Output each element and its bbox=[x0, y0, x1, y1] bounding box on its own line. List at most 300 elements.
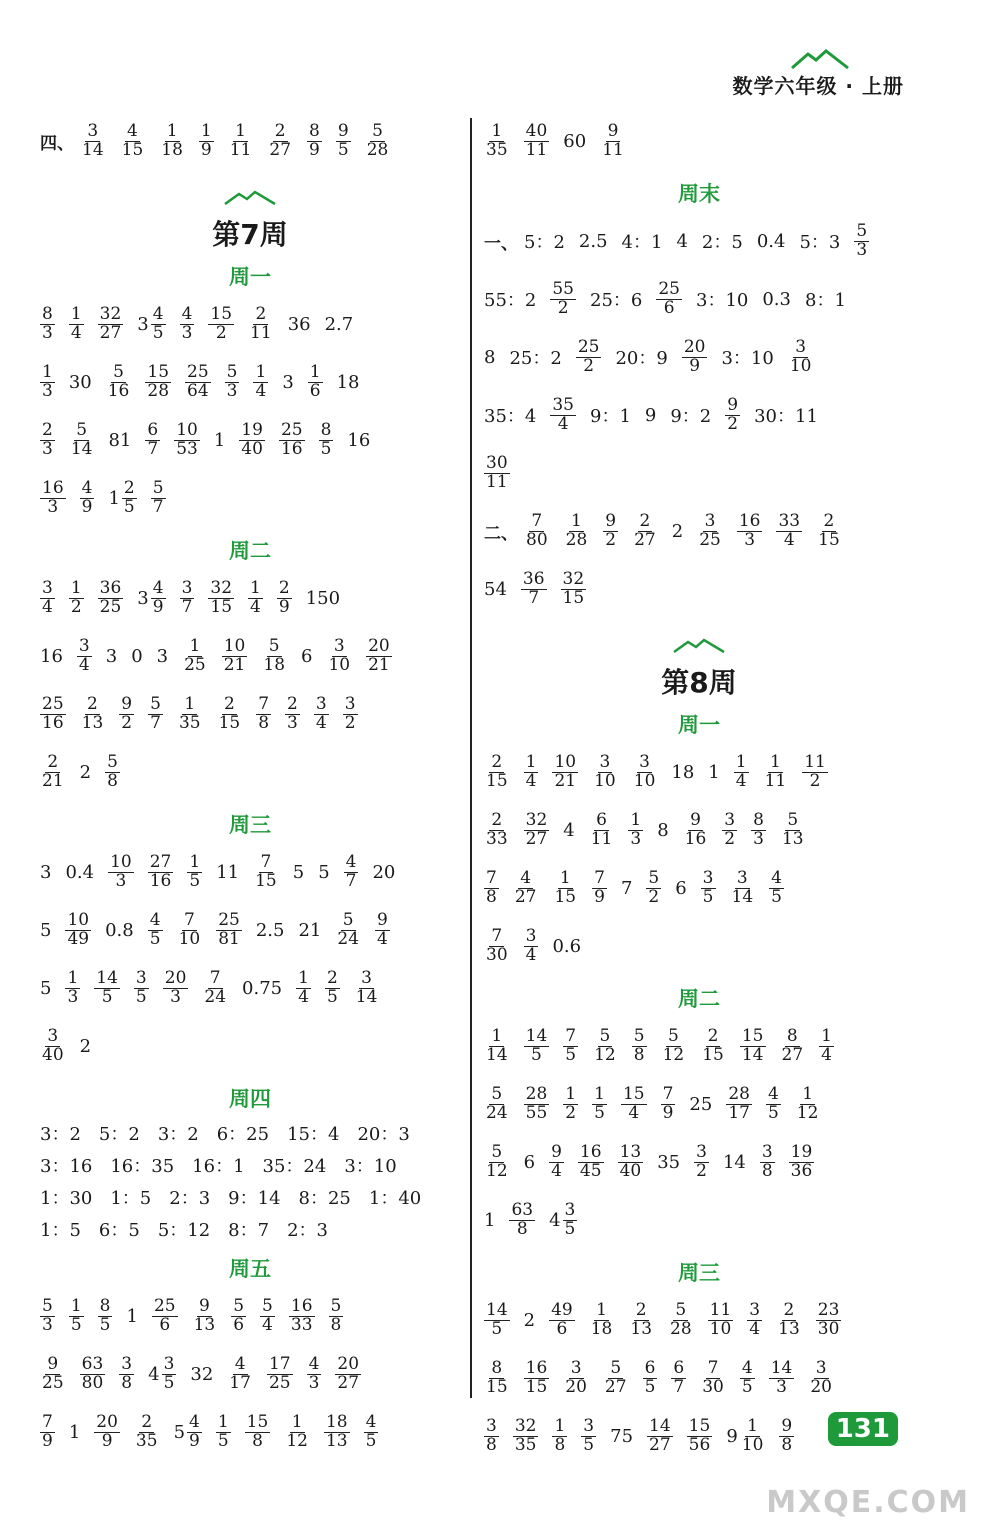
denominator: 3 bbox=[226, 380, 238, 401]
answer-value: 21 bbox=[298, 919, 322, 941]
answer-ratio: 20：3 bbox=[357, 1124, 410, 1145]
numerator: 2 bbox=[491, 809, 503, 830]
denominator: 5 bbox=[326, 986, 338, 1007]
answer-ratio: 15：4 bbox=[287, 1124, 340, 1145]
denominator: 56 bbox=[688, 1434, 711, 1455]
answer-fraction bbox=[795, 1083, 821, 1123]
answer-value: 18 bbox=[336, 371, 360, 393]
answer-ratio: 16：1 bbox=[192, 1156, 245, 1177]
denominator: 16 bbox=[107, 380, 130, 401]
day-heading: 周末 bbox=[678, 182, 720, 206]
answer-fraction bbox=[98, 1295, 113, 1335]
answer-fraction bbox=[564, 510, 590, 550]
numerator: 3 bbox=[696, 1141, 707, 1162]
answer-fraction bbox=[484, 1083, 510, 1123]
denominator: 2 bbox=[696, 1160, 707, 1181]
denominator: 8 bbox=[486, 1434, 497, 1455]
numerator: 55 bbox=[552, 278, 574, 299]
numerator: 3 bbox=[42, 577, 53, 598]
denominator: 8 bbox=[330, 1314, 342, 1335]
fraction bbox=[187, 1411, 202, 1451]
ratio-row bbox=[40, 1181, 460, 1213]
denominator: 5 bbox=[99, 1314, 111, 1335]
denominator: 2 bbox=[215, 322, 227, 343]
answer-row bbox=[484, 502, 914, 560]
answer-row bbox=[484, 859, 914, 917]
denominator: 12 bbox=[594, 1044, 616, 1065]
denominator: 15 bbox=[218, 712, 241, 733]
numerator: 9 bbox=[607, 120, 619, 141]
numerator: 4 bbox=[308, 1353, 320, 1374]
answer-fraction bbox=[549, 1141, 564, 1181]
denominator: 5 bbox=[320, 438, 332, 459]
denominator: 5 bbox=[741, 1376, 753, 1397]
denominator: 80 bbox=[81, 1372, 104, 1393]
answer-fraction bbox=[524, 120, 550, 160]
answer-fraction bbox=[296, 967, 311, 1007]
denominator: 4 bbox=[628, 1102, 640, 1123]
numerator: 63 bbox=[511, 1199, 534, 1220]
denominator: 7 bbox=[150, 712, 161, 733]
denominator: 4 bbox=[525, 770, 537, 791]
answer-value: 16 bbox=[347, 429, 371, 451]
answer-fraction bbox=[98, 303, 124, 343]
answer-fraction bbox=[484, 1141, 510, 1181]
answer-value: 1 bbox=[708, 761, 720, 783]
denominator: 35 bbox=[486, 139, 508, 160]
denominator: 6 bbox=[556, 1318, 568, 1339]
denominator: 4 bbox=[735, 770, 747, 791]
answer-value: 25：6 bbox=[590, 290, 643, 311]
answer-fraction bbox=[589, 1299, 615, 1339]
denominator: 2 bbox=[583, 355, 595, 376]
numerator: 15 bbox=[622, 1083, 645, 1104]
numerator: 3 bbox=[163, 1353, 175, 1374]
denominator: 13 bbox=[778, 1318, 800, 1339]
answer-value: 2.7 bbox=[324, 313, 354, 335]
answer-row bbox=[40, 295, 460, 353]
numerator: 1 bbox=[250, 577, 261, 598]
ratio-row bbox=[40, 1117, 460, 1149]
answer-fraction bbox=[816, 1299, 842, 1339]
denominator: 7 bbox=[152, 496, 164, 517]
numerator: 23 bbox=[817, 1299, 840, 1320]
answer-ratio: 5：2 bbox=[98, 1124, 140, 1145]
answer-fraction bbox=[80, 693, 106, 733]
answer-row bbox=[484, 1291, 914, 1349]
answer-value: 8：1 bbox=[805, 290, 846, 311]
ratio-row bbox=[40, 1149, 460, 1181]
denominator: 5 bbox=[702, 886, 714, 907]
numerator: 1 bbox=[735, 751, 747, 772]
numerator: 3 bbox=[639, 751, 650, 772]
answer-fraction bbox=[632, 510, 658, 550]
answer-fraction bbox=[40, 477, 66, 517]
numerator: 15 bbox=[147, 361, 170, 382]
answer-value: 8 bbox=[484, 346, 496, 368]
answer-ratio: 1：40 bbox=[368, 1188, 422, 1209]
answer-fraction bbox=[697, 510, 723, 550]
day-heading: 周一 bbox=[678, 713, 720, 737]
numerator: 7 bbox=[491, 925, 503, 946]
denominator: 4 bbox=[298, 986, 309, 1007]
fraction bbox=[122, 477, 137, 517]
answer-row bbox=[484, 1349, 914, 1407]
numerator: 4 bbox=[152, 577, 164, 598]
numerator: 5 bbox=[152, 477, 164, 498]
denominator: 11 bbox=[229, 139, 252, 160]
answer-row bbox=[40, 627, 460, 685]
answer-value: 2 bbox=[79, 1035, 92, 1057]
answer-row bbox=[484, 112, 914, 170]
numerator: 10 bbox=[223, 635, 246, 656]
answer-value: 20：9 bbox=[615, 348, 668, 369]
numerator: 3 bbox=[704, 510, 716, 531]
denominator: 7 bbox=[345, 870, 357, 891]
numerator: 28 bbox=[728, 1083, 750, 1104]
numerator: 2 bbox=[783, 1299, 795, 1320]
denominator: 3 bbox=[170, 986, 181, 1007]
day-heading: 周五 bbox=[229, 1257, 271, 1281]
denominator: 3 bbox=[776, 1376, 787, 1397]
numerator: 3 bbox=[815, 1357, 827, 1378]
denominator: 3 bbox=[744, 529, 756, 550]
answer-fraction bbox=[228, 120, 254, 160]
numerator: 8 bbox=[320, 419, 332, 440]
numerator: 5 bbox=[633, 1025, 645, 1046]
numerator: 9 bbox=[781, 1415, 793, 1436]
denominator: 16 bbox=[42, 712, 64, 733]
answer-fraction bbox=[40, 303, 55, 343]
answer-fraction bbox=[148, 851, 174, 891]
answer-ratio: 16：35 bbox=[110, 1156, 175, 1177]
denominator: 6 bbox=[309, 380, 321, 401]
denominator: 21 bbox=[42, 770, 64, 791]
denominator: 15 bbox=[255, 870, 277, 891]
answer-fraction bbox=[763, 751, 789, 791]
answer-fraction bbox=[325, 967, 340, 1007]
answer-value: 35：4 bbox=[484, 406, 537, 427]
numerator: 16 bbox=[579, 1141, 602, 1162]
answer-value: 5 bbox=[40, 977, 52, 999]
denominator: 5 bbox=[594, 1102, 605, 1123]
denominator: 4 bbox=[821, 1044, 832, 1065]
answer-fraction bbox=[279, 419, 305, 459]
answer-fraction bbox=[217, 693, 243, 733]
numerator: 7 bbox=[260, 851, 272, 872]
answer-ratio: 3：10 bbox=[344, 1156, 397, 1177]
denominator: 4 bbox=[315, 712, 327, 733]
numerator: 35 bbox=[552, 394, 574, 415]
numerator: 1 bbox=[565, 1083, 577, 1104]
answer-fraction bbox=[521, 568, 547, 608]
answer-fraction bbox=[267, 1353, 293, 1393]
numerator: 3 bbox=[724, 809, 736, 830]
numerator: 30 bbox=[486, 452, 508, 473]
numerator: 6 bbox=[147, 419, 159, 440]
numerator: 4 bbox=[152, 303, 164, 324]
answer-fraction bbox=[69, 303, 84, 343]
denominator: 49 bbox=[67, 928, 90, 949]
answer-value: 5 bbox=[318, 861, 330, 883]
numerator: 3 bbox=[181, 577, 193, 598]
answer-fraction bbox=[603, 510, 618, 550]
answer-fraction bbox=[225, 361, 240, 401]
numerator: 2 bbox=[87, 693, 98, 714]
numerator: 9 bbox=[121, 693, 133, 714]
answer-fraction bbox=[65, 909, 91, 949]
answer-row bbox=[40, 353, 460, 411]
denominator: 27 bbox=[337, 1372, 360, 1393]
denominator: 4 bbox=[255, 380, 267, 401]
answer-row bbox=[40, 569, 460, 627]
answer-fraction bbox=[779, 1415, 794, 1455]
answer-ratio: 1：30 bbox=[40, 1188, 93, 1209]
denominator: 10 bbox=[328, 654, 351, 675]
answer-fraction bbox=[324, 1411, 350, 1451]
answer-ratio: 6：5 bbox=[98, 1220, 140, 1241]
answer-fraction bbox=[769, 1357, 795, 1397]
denominator: 81 bbox=[218, 928, 240, 949]
answer-ratio: 3：16 bbox=[40, 1156, 93, 1177]
denominator: 7 bbox=[181, 596, 193, 617]
numerator: 19 bbox=[790, 1141, 813, 1162]
numerator: 4 bbox=[127, 120, 138, 141]
numerator: 10 bbox=[67, 909, 90, 930]
numerator: 8 bbox=[42, 303, 53, 324]
answer-value: 0 bbox=[131, 645, 143, 667]
answer-ratio: 2：3 bbox=[169, 1188, 211, 1209]
denominator: 4 bbox=[551, 1160, 562, 1181]
numerator: 32 bbox=[525, 809, 548, 830]
numerator: 1 bbox=[200, 120, 212, 141]
answer-fraction bbox=[335, 1353, 361, 1393]
answer-value: 3 bbox=[40, 861, 52, 883]
denominator: 33 bbox=[290, 1314, 313, 1335]
denominator: 28 bbox=[366, 139, 389, 160]
numerator: 36 bbox=[522, 568, 545, 589]
answer-fraction bbox=[69, 419, 95, 459]
answer-fraction bbox=[277, 577, 292, 617]
numerator: 15 bbox=[210, 303, 233, 324]
answer-mixed-number bbox=[137, 303, 165, 343]
answer-ratio: 1：5 bbox=[110, 1188, 152, 1209]
answer-fraction bbox=[589, 809, 615, 849]
numerator: 6 bbox=[644, 1357, 656, 1378]
numerator: 19 bbox=[241, 419, 263, 440]
answer-fraction bbox=[668, 1299, 694, 1339]
numerator: 3 bbox=[570, 1357, 582, 1378]
answer-fraction bbox=[592, 867, 607, 907]
answer-fraction bbox=[343, 693, 358, 733]
numerator: 6 bbox=[596, 809, 607, 830]
item-marker: 一、 bbox=[484, 233, 518, 254]
denominator: 6 bbox=[233, 1314, 245, 1335]
denominator: 8 bbox=[781, 1434, 793, 1455]
answer-value: 25：2 bbox=[509, 348, 562, 369]
denominator: 13 bbox=[325, 1430, 348, 1451]
numerator: 1 bbox=[559, 867, 571, 888]
answer-fraction bbox=[134, 1411, 160, 1451]
numerator: 32 bbox=[99, 303, 122, 324]
answer-ratio: 35：24 bbox=[262, 1156, 327, 1177]
denominator: 25 bbox=[99, 596, 122, 617]
answer-value: 5 bbox=[292, 861, 305, 883]
numerator: 20 bbox=[164, 967, 187, 988]
answer-fraction bbox=[561, 568, 587, 608]
denominator: 2 bbox=[724, 828, 736, 849]
answer-fraction bbox=[578, 1141, 604, 1181]
whole-part: 4 bbox=[148, 1363, 160, 1385]
numerator: 5 bbox=[787, 809, 799, 830]
answer-fraction bbox=[618, 1141, 644, 1181]
answer-fraction bbox=[366, 635, 392, 675]
numerator: 3 bbox=[525, 925, 537, 946]
answer-fraction bbox=[239, 419, 265, 459]
answer-ratio: 8：7 bbox=[228, 1220, 270, 1241]
answer-value: 55：2 bbox=[484, 290, 537, 311]
watermark: MXQE.COM bbox=[766, 1485, 970, 1520]
denominator: 12 bbox=[486, 1160, 508, 1181]
answer-fraction bbox=[621, 1083, 647, 1123]
answer-fraction bbox=[326, 635, 352, 675]
denominator: 2 bbox=[344, 712, 356, 733]
answer-fraction bbox=[163, 967, 189, 1007]
numerator: 5 bbox=[675, 1299, 687, 1320]
answer-fraction bbox=[484, 120, 510, 160]
answer-fraction bbox=[308, 361, 323, 401]
numerator: 25 bbox=[153, 1295, 176, 1316]
denominator: 17 bbox=[728, 1102, 750, 1123]
answer-fraction bbox=[722, 809, 737, 849]
answer-row bbox=[484, 1133, 914, 1191]
answer-fraction bbox=[134, 967, 149, 1007]
numerator: 5 bbox=[491, 1141, 503, 1162]
denominator: 17 bbox=[229, 1372, 251, 1393]
item-marker: 四、 bbox=[40, 133, 74, 154]
answer-fraction bbox=[108, 851, 134, 891]
answer-value: 8 bbox=[657, 819, 669, 841]
numerator: 32 bbox=[514, 1415, 537, 1436]
denominator: 21 bbox=[368, 654, 390, 675]
denominator: 25 bbox=[699, 529, 721, 550]
answer-fraction bbox=[628, 809, 643, 849]
answer-fraction bbox=[40, 577, 55, 617]
answer-row bbox=[484, 743, 914, 801]
numerator: 1 bbox=[217, 1411, 229, 1432]
denominator: 8 bbox=[486, 886, 497, 907]
denominator: 9 bbox=[662, 1102, 674, 1123]
answer-mixed-number bbox=[108, 477, 136, 517]
denominator: 9 bbox=[101, 1430, 113, 1451]
answer-fraction bbox=[40, 1411, 55, 1451]
numerator: 2 bbox=[491, 751, 503, 772]
denominator: 5 bbox=[767, 1102, 779, 1123]
answer-fraction bbox=[307, 120, 322, 160]
denominator: 18 bbox=[590, 1318, 613, 1339]
denominator: 5 bbox=[564, 1218, 576, 1239]
answer-value: 2.5 bbox=[578, 230, 608, 252]
answer-fraction bbox=[671, 1357, 686, 1397]
answer-value: 25 bbox=[689, 1093, 713, 1115]
answer-fraction bbox=[319, 419, 334, 459]
numerator: 25 bbox=[280, 419, 303, 440]
answer-fraction bbox=[726, 1083, 752, 1123]
numerator: 2 bbox=[326, 967, 338, 988]
denominator: 16 bbox=[684, 828, 707, 849]
numerator: 32 bbox=[210, 577, 233, 598]
numerator: 7 bbox=[486, 867, 497, 888]
answer-fraction bbox=[182, 635, 208, 675]
answer-fraction bbox=[80, 1353, 106, 1393]
denominator: 8 bbox=[252, 1430, 263, 1451]
numerator: 9 bbox=[605, 510, 617, 531]
denominator: 35 bbox=[135, 1430, 158, 1451]
answer-fraction bbox=[592, 1083, 607, 1123]
numerator: 1 bbox=[596, 1299, 607, 1320]
whole-part: 1 bbox=[108, 487, 120, 509]
denominator: 7 bbox=[673, 1376, 685, 1397]
denominator: 15 bbox=[210, 596, 233, 617]
answer-fraction bbox=[802, 751, 828, 791]
answer-row bbox=[40, 843, 460, 901]
numerator: 4 bbox=[189, 1411, 200, 1432]
numerator: 25 bbox=[42, 693, 64, 714]
denominator: 5 bbox=[365, 1430, 377, 1451]
numerator: 3 bbox=[87, 120, 99, 141]
numerator: 1 bbox=[491, 1025, 503, 1046]
answer-value: 4：1 bbox=[621, 232, 663, 253]
numerator: 1 bbox=[166, 120, 178, 141]
numerator: 3 bbox=[361, 967, 372, 988]
answer-fraction bbox=[267, 120, 293, 160]
numerator: 4 bbox=[81, 477, 93, 498]
answer-fraction bbox=[180, 577, 195, 617]
denominator: 27 bbox=[269, 139, 292, 160]
denominator: 3 bbox=[115, 870, 127, 891]
answer-row bbox=[40, 1345, 460, 1403]
answer-value: 3：10 bbox=[721, 348, 774, 369]
denominator: 5 bbox=[337, 139, 349, 160]
answer-fraction bbox=[647, 1415, 673, 1455]
answer-fraction bbox=[751, 809, 766, 849]
day-heading: 周二 bbox=[678, 987, 720, 1011]
answer-fraction bbox=[261, 635, 287, 675]
denominator: 8 bbox=[258, 712, 270, 733]
denominator: 5 bbox=[123, 496, 135, 517]
denominator: 5 bbox=[531, 1044, 542, 1065]
answer-fraction bbox=[152, 1295, 178, 1335]
answer-fraction bbox=[683, 809, 709, 849]
denominator: 40 bbox=[619, 1160, 642, 1181]
answer-fraction bbox=[354, 967, 380, 1007]
answer-fraction bbox=[484, 452, 510, 492]
denominator: 6 bbox=[159, 1314, 171, 1335]
numerator: 5 bbox=[856, 220, 868, 241]
numerator: 5 bbox=[342, 909, 354, 930]
answer-fraction bbox=[484, 1357, 510, 1397]
day-heading: 周三 bbox=[678, 1261, 720, 1285]
numerator: 3 bbox=[599, 751, 611, 772]
answer-value: 1 bbox=[126, 1305, 138, 1327]
numerator: 36 bbox=[99, 577, 122, 598]
whole-part: 4 bbox=[549, 1209, 561, 1231]
denominator: 4 bbox=[42, 596, 53, 617]
answer-fraction bbox=[231, 1295, 246, 1335]
numerator: 32 bbox=[562, 568, 585, 589]
numerator: 1 bbox=[42, 361, 53, 382]
answer-fraction bbox=[40, 361, 55, 401]
